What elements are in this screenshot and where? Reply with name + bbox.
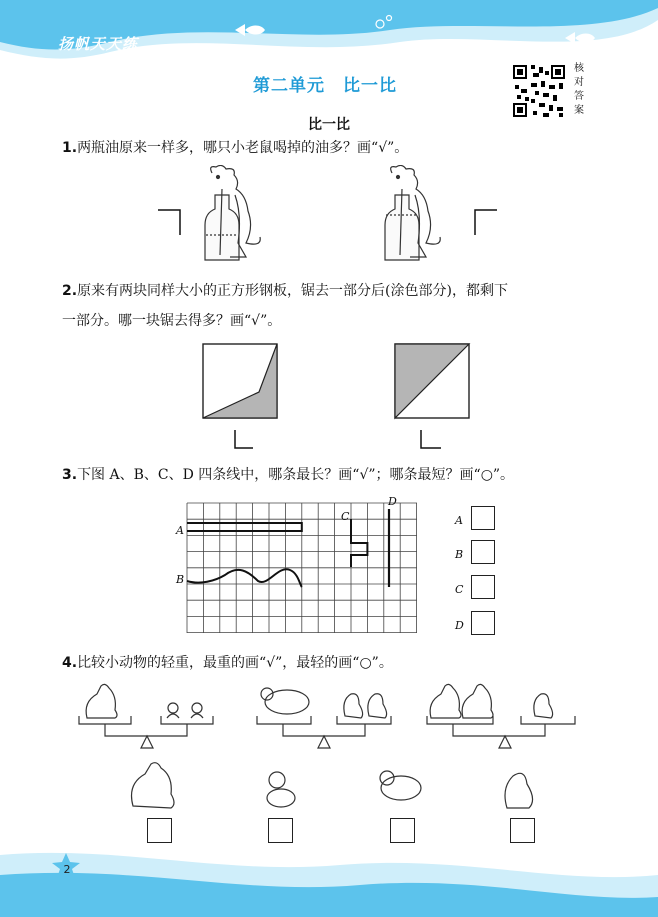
question-number: 2. bbox=[62, 283, 78, 299]
question-text: 一部分。哪一块锯去得多？画“√”。 bbox=[62, 313, 282, 329]
answer-bracket bbox=[421, 430, 441, 448]
footer-banner bbox=[0, 845, 658, 917]
label-c: C bbox=[341, 510, 350, 523]
rooster-icon bbox=[132, 763, 175, 808]
answer-box-a[interactable] bbox=[471, 506, 495, 530]
animal-row bbox=[125, 762, 545, 812]
rooster-icon bbox=[462, 684, 493, 718]
answer-box-sheep[interactable] bbox=[390, 818, 415, 843]
label-d: D bbox=[388, 495, 397, 508]
puppy-icon bbox=[344, 694, 363, 718]
answer-box-c[interactable] bbox=[471, 575, 495, 599]
answer-bracket bbox=[158, 210, 180, 235]
rooster-icon bbox=[86, 684, 117, 718]
answer-bracket bbox=[475, 210, 497, 235]
mouse-bottle-icon bbox=[205, 165, 260, 260]
line-a bbox=[187, 523, 302, 531]
page-title: 第二单元 比一比 bbox=[253, 76, 397, 96]
answer-bracket bbox=[235, 430, 253, 448]
question-1-figure bbox=[150, 165, 500, 270]
answer-box-puppy[interactable] bbox=[510, 818, 535, 843]
qr-code-icon[interactable] bbox=[511, 63, 567, 119]
question-text: 两瓶油原来一样多，哪只小老鼠喝掉的油多？画“√”。 bbox=[77, 140, 409, 156]
answer-label-c: C bbox=[455, 583, 464, 596]
balance-scale-1 bbox=[79, 684, 213, 748]
question-number: 4. bbox=[62, 655, 78, 671]
balance-scales bbox=[75, 680, 580, 760]
question-3 bbox=[62, 462, 514, 488]
puppy-icon bbox=[534, 694, 553, 718]
line-grid bbox=[170, 495, 430, 640]
answer-label-d: D bbox=[455, 619, 464, 632]
rooster-icon bbox=[430, 684, 461, 718]
page-number: 2 bbox=[63, 863, 71, 876]
chick-icon bbox=[168, 703, 178, 713]
answer-box-b[interactable] bbox=[471, 540, 495, 564]
section-subtitle: 比一比 bbox=[308, 117, 350, 133]
mouse-bottle-icon bbox=[385, 165, 440, 260]
question-1 bbox=[62, 135, 408, 161]
answer-box-d[interactable] bbox=[471, 611, 495, 635]
question-2 bbox=[62, 278, 508, 304]
question-2-line2 bbox=[62, 308, 281, 334]
qr-label: 核 对 答 案 bbox=[574, 63, 584, 116]
chick-icon bbox=[267, 772, 295, 807]
answer-label-b: B bbox=[455, 548, 464, 561]
label-b: B bbox=[176, 573, 185, 586]
brand-logo-text: 扬帆天天练 bbox=[58, 35, 139, 53]
question-text: 原来有两块同样大小的正方形钢板，锯去一部分后(涂色部分)，都剩下 bbox=[77, 283, 508, 299]
answer-label-a: A bbox=[455, 514, 463, 527]
puppy-icon bbox=[505, 773, 533, 808]
question-text: 下图 A、B、C、D 四条线中，哪条最长？画“√”；哪条最短？画“○”。 bbox=[77, 467, 515, 483]
question-number: 3. bbox=[62, 467, 78, 483]
question-2-figure bbox=[195, 338, 475, 453]
puppy-icon bbox=[368, 694, 387, 718]
line-c bbox=[351, 519, 367, 567]
balance-scale-3 bbox=[427, 684, 575, 748]
answer-box-rooster[interactable] bbox=[147, 818, 172, 843]
balance-scale-2 bbox=[257, 688, 391, 748]
question-number: 1. bbox=[62, 140, 78, 156]
question-text: 比较小动物的轻重，最重的画“√”，最轻的画“○”。 bbox=[77, 655, 393, 671]
chick-icon bbox=[192, 703, 202, 713]
sheep-icon bbox=[265, 690, 309, 714]
sheep-icon bbox=[380, 771, 421, 800]
answer-box-chick[interactable] bbox=[268, 818, 293, 843]
question-4 bbox=[62, 650, 393, 676]
label-a: A bbox=[176, 524, 184, 537]
